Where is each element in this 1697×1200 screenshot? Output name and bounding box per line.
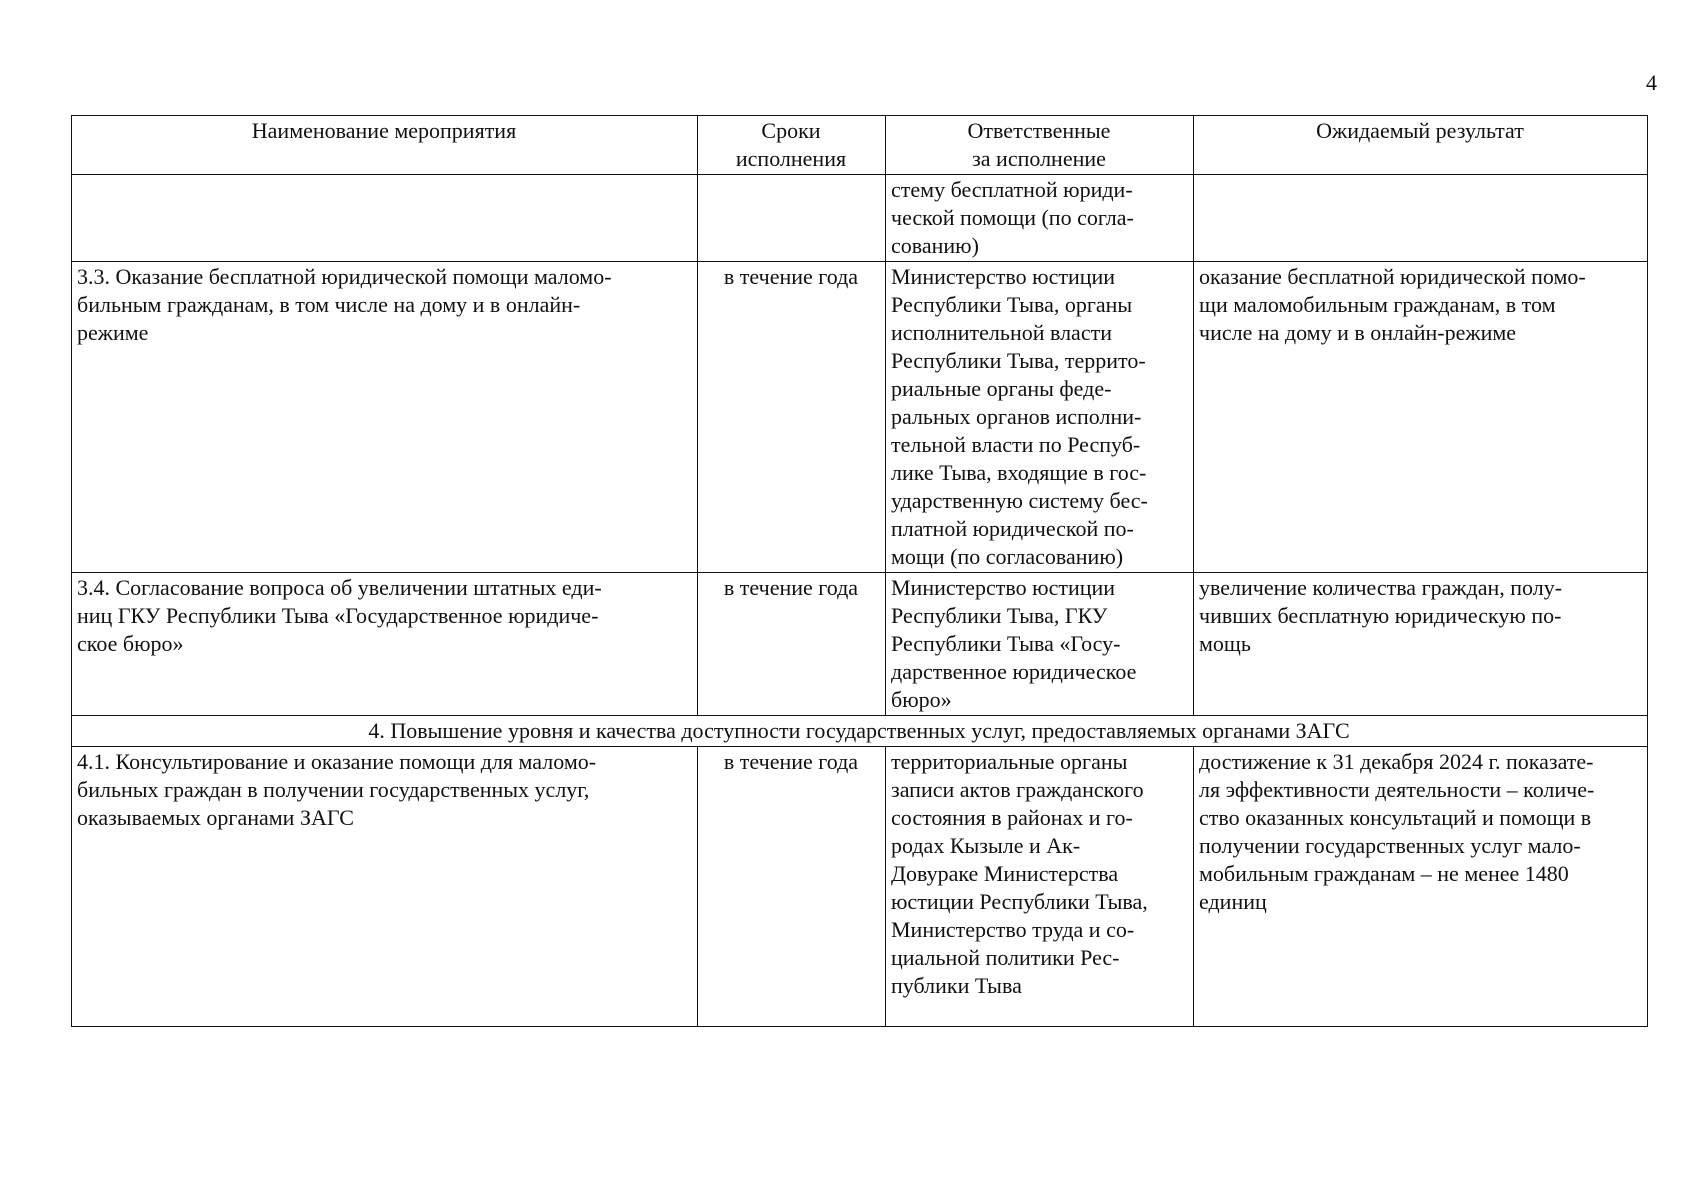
header-responsible: Ответственные за исполнение [886,116,1194,175]
cell-event: 4.1. Консультирование и оказание помощи для маломо- бильных граждан в получении государственных услуг, оказываемых органами ЗАГС [72,747,698,1027]
table-row [72,573,1648,716]
cell-event: 3.4. Согласование вопроса об увеличении штатных еди- ниц ГКУ Республики Тыва «Государственное юридиче- ское бюро» [72,573,698,716]
cell-result: увеличение количества граждан, полу- чивших бесплатную юридическую по- мощь [1194,573,1648,716]
table-header-row [72,116,1648,175]
table-row [72,747,1648,1027]
cell-responsible: Министерство юстиции Республики Тыва, органы исполнительной власти Республики Тыва, террито- риальные органы феде- ральных органов исполни- тельной власти по Респуб- лике Тыва, входящие в гос- ударственную систему бес- платной юридической по- мощи (по согласованию) [886,262,1194,573]
cell-result [1194,175,1648,262]
header-term: Сроки исполнения [698,116,886,175]
cell-term: в течение года [698,262,886,573]
cell-term: в течение года [698,573,886,716]
cell-responsible: территориальные органы записи актов гражданского состояния в районах и го- родах Кызыле и Ак- Довураке Министерства юстиции Республики Тыва, Министерство труда и со- циальной политики Рес- публики Тыва [886,747,1194,1027]
header-expected-result: Ожидаемый результат [1194,116,1648,175]
cell-result: оказание бесплатной юридической помо- щи маломобильным гражданам, в том числе на дому и в онлайн-режиме [1194,262,1648,573]
cell-term: в течение года [698,747,886,1027]
cell-responsible: Министерство юстиции Республики Тыва, ГКУ Республики Тыва «Госу- дарственное юридическое бюро» [886,573,1194,716]
table-row [72,175,1648,262]
page-number: 4 [1646,70,1657,95]
section-heading-row [72,716,1648,747]
cell-event [72,175,698,262]
cell-result: достижение к 31 декабря 2024 г. показате- ля эффективности деятельности – количе- ство оказанных консультаций и помощи в получении государственных услуг мало- мобильным гражданам – не менее 1480 единиц [1194,747,1648,1027]
header-event-name: Наименование мероприятия [72,116,698,175]
section-heading: 4. Повышение уровня и качества доступности государственных услуг, предоставляемых органами ЗАГС [72,716,1648,747]
table-row [72,262,1648,573]
cell-event: 3.3. Оказание бесплатной юридической помощи маломо- бильным гражданам, в том числе на дому и в онлайн- режиме [72,262,698,573]
measures-table [71,115,1648,1027]
cell-responsible: стему бесплатной юриди- ческой помощи (по согла- сованию) [886,175,1194,262]
cell-term [698,175,886,262]
